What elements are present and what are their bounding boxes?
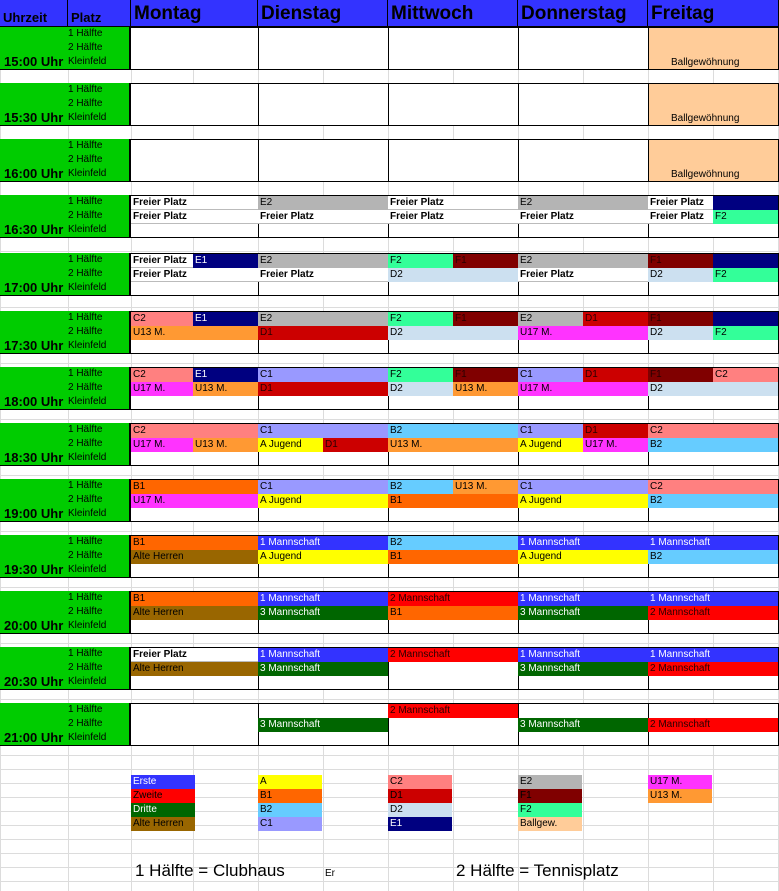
platz-label: Kleinfeld [68, 452, 107, 463]
day-divider [258, 27, 259, 70]
schedule-cell[interactable]: C1 [258, 368, 388, 382]
schedule-cell[interactable]: Freier Platz [518, 268, 648, 282]
legend-swatch-e2: E2 [518, 775, 582, 789]
schedule-cell[interactable]: E2 [518, 196, 648, 210]
schedule-cell[interactable]: C2 [713, 368, 778, 382]
platz-label: Kleinfeld [68, 396, 107, 407]
platz-label: Kleinfeld [68, 168, 107, 179]
ballgewoehnung-cell[interactable] [648, 139, 779, 182]
legend-swatch-b2: B2 [258, 803, 322, 817]
schedule-cell[interactable]: Freier Platz [648, 196, 713, 210]
time-slot-1800 [0, 367, 130, 410]
time-label: 17:00 Uhr [4, 280, 64, 295]
schedule-cell[interactable]: U13 M. [193, 438, 258, 452]
day-label: Dienstag [261, 3, 342, 24]
header-day-mittwoch [388, 0, 518, 27]
schedule-cell[interactable]: C2 [648, 424, 778, 438]
schedule-cell[interactable]: Freier Platz [258, 210, 388, 224]
legend-swatch-f2: F2 [518, 803, 582, 817]
day-divider [258, 139, 259, 182]
platz-label: 1 Hälfte [68, 140, 103, 151]
header-day-donnerstag [518, 0, 648, 27]
platz-label: 2 Hälfte [68, 494, 103, 505]
grid-line [0, 643, 779, 644]
footer-small-note: Er [325, 868, 335, 879]
platz-label: 2 Hälfte [68, 606, 103, 617]
schedule-cell[interactable]: 1 Mannschaft [518, 536, 648, 550]
schedule-cell[interactable]: Freier Platz [131, 196, 258, 210]
schedule-cell[interactable]: C1 [518, 480, 648, 494]
schedule-cell[interactable]: 1 Mannschaft [258, 536, 388, 550]
schedule-cell[interactable]: 3 Mannschaft [258, 662, 388, 676]
schedule-cell[interactable]: B1 [388, 494, 518, 508]
schedule-cell[interactable]: F1 [648, 312, 713, 326]
schedule-cell[interactable]: B2 [648, 494, 778, 508]
platz-label: 2 Hälfte [68, 98, 103, 109]
schedule-cell[interactable]: B1 [131, 480, 258, 494]
schedule-cell[interactable]: 3 Mannschaft [518, 662, 648, 676]
schedule-cell[interactable]: U17 M. [131, 438, 193, 452]
platz-label: 1 Hälfte [68, 480, 103, 491]
time-label: 15:30 Uhr [4, 110, 64, 125]
schedule-cell[interactable]: A Jugend [258, 550, 388, 564]
day-divider [388, 83, 389, 126]
platz-label: 2 Hälfte [68, 382, 103, 393]
schedule-cell[interactable]: A Jugend [258, 494, 388, 508]
schedule-cell[interactable]: D1 [258, 382, 388, 396]
grid-line [0, 839, 779, 840]
platz-label: Kleinfeld [68, 564, 107, 575]
platz-label: 1 Hälfte [68, 196, 103, 207]
schedule-cell[interactable]: 3 Mannschaft [258, 718, 388, 732]
schedule-cell[interactable]: 2 Mannschaft [648, 606, 778, 620]
grid-line [0, 475, 779, 476]
platz-label: 2 Hälfte [68, 550, 103, 561]
grid-line [0, 251, 779, 252]
legend-swatch-alte-herren: Alte Herren [131, 817, 195, 831]
ballgewoehnung-cell[interactable] [648, 83, 779, 126]
platz-label: 1 Hälfte [68, 368, 103, 379]
schedule-cell[interactable]: C2 [131, 312, 193, 326]
schedule-cell[interactable]: E2 [258, 196, 388, 210]
schedule-cell[interactable]: F2 [713, 210, 778, 224]
schedule-cell[interactable]: C1 [518, 424, 583, 438]
platz-label: 1 Hälfte [68, 84, 103, 95]
schedule-cell[interactable]: 2 Mannschaft [648, 718, 778, 732]
platz-label: Kleinfeld [68, 732, 107, 743]
grid-line [0, 419, 779, 420]
time-slot-2100 [0, 703, 130, 746]
platz-label: Kleinfeld [68, 508, 107, 519]
schedule-cell[interactable]: U13 M. [453, 480, 518, 494]
schedule-cell[interactable]: D2 [388, 268, 518, 282]
platz-label: Kleinfeld [68, 224, 107, 235]
schedule-cell[interactable]: 2 Mannschaft [388, 592, 518, 606]
schedule-cell[interactable]: C2 [648, 480, 778, 494]
schedule-cell[interactable]: E2 [518, 312, 583, 326]
header-day-freitag [648, 0, 779, 27]
schedule-cell[interactable]: Freier Platz [648, 210, 713, 224]
schedule-cell[interactable]: U13 M. [453, 382, 518, 396]
schedule-cell[interactable]: D2 [388, 326, 518, 340]
schedule-cell[interactable]: 3 Mannschaft [518, 606, 648, 620]
schedule-cell[interactable]: Freier Platz [388, 210, 518, 224]
day-divider [518, 27, 519, 70]
schedule-cell[interactable]: 1 Mannschaft [648, 648, 778, 662]
schedule-cell[interactable]: 1 Mannschaft [648, 592, 778, 606]
legend-swatch-b1: B1 [258, 789, 322, 803]
schedule-cell[interactable]: F1 [453, 254, 518, 268]
schedule-cell[interactable]: 3 Mannschaft [258, 606, 388, 620]
platz-label: 1 Hälfte [68, 424, 103, 435]
schedule-cell[interactable]: C1 [518, 368, 583, 382]
schedule-cell[interactable]: F1 [648, 368, 713, 382]
day-divider [518, 139, 519, 182]
platz-label: 1 Hälfte [68, 312, 103, 323]
platz-label: 2 Hälfte [68, 268, 103, 279]
schedule-cell[interactable]: F2 [388, 254, 453, 268]
time-label: 20:30 Uhr [4, 674, 64, 689]
legend-swatch-a: A [258, 775, 322, 789]
platz-label: 1 Hälfte [68, 592, 103, 603]
day-divider [258, 83, 259, 126]
schedule-cell[interactable]: F2 [388, 368, 453, 382]
grid-line [0, 699, 779, 700]
ballgewoehnung-label: Ballgewöhnung [671, 169, 740, 180]
day-label: Montag [134, 3, 202, 24]
header-day-dienstag [258, 0, 388, 27]
schedule-cell[interactable]: F1 [453, 368, 518, 382]
schedule-cell[interactable]: C1 [258, 424, 388, 438]
grid-line [0, 881, 779, 882]
schedule-cell[interactable]: D2 [648, 382, 778, 396]
legend-swatch-f1: F1 [518, 789, 582, 803]
schedule-cell[interactable]: C1 [258, 480, 388, 494]
schedule-cell[interactable] [713, 254, 778, 268]
schedule-cell[interactable]: Freier Platz [518, 210, 648, 224]
schedule-cell[interactable]: 1 Mannschaft [258, 592, 388, 606]
time-slot-1530 [0, 83, 130, 126]
grid-line [0, 755, 779, 756]
schedule-cell[interactable]: B2 [388, 480, 453, 494]
platz-label: Kleinfeld [68, 340, 107, 351]
ballgewoehnung-cell[interactable] [648, 27, 779, 70]
header-platz-label: Platz [71, 10, 102, 25]
schedule-cell[interactable]: E1 [193, 312, 258, 326]
schedule-cell[interactable]: U17 M. [518, 326, 648, 340]
schedule-cell[interactable]: E1 [193, 368, 258, 382]
schedule-cell[interactable]: B1 [131, 592, 258, 606]
schedule-cell[interactable]: F2 [388, 312, 453, 326]
platz-label: 2 Hälfte [68, 210, 103, 221]
schedule-cell[interactable]: E2 [518, 254, 648, 268]
schedule-cell[interactable]: U17 M. [131, 494, 258, 508]
schedule-cell[interactable]: F2 [713, 268, 778, 282]
schedule-cell[interactable]: D1 [323, 438, 388, 452]
legend-swatch-u13-m-: U13 M. [648, 789, 712, 803]
schedule-cell[interactable]: 1 Mannschaft [518, 648, 648, 662]
ballgewoehnung-label: Ballgewöhnung [671, 113, 740, 124]
schedule-cell[interactable]: Freier Platz [131, 648, 258, 662]
platz-label: 1 Hälfte [68, 536, 103, 547]
schedule-cell[interactable]: Freier Platz [388, 196, 518, 210]
platz-label: 1 Hälfte [68, 254, 103, 265]
time-slot-1900 [0, 479, 130, 522]
footer-tennisplatz-note: 2 Hälfte = Tennisplatz [456, 861, 619, 880]
grid-line [0, 587, 779, 588]
time-slot-1500 [0, 27, 130, 70]
platz-label: 1 Hälfte [68, 648, 103, 659]
time-label: 18:00 Uhr [4, 394, 64, 409]
schedule-cell[interactable]: D2 [648, 268, 713, 282]
platz-label: 2 Hälfte [68, 438, 103, 449]
day-label: Freitag [651, 3, 715, 24]
header-uhrzeit [0, 0, 68, 27]
grid-line [0, 307, 779, 308]
schedule-cell[interactable]: B1 [388, 606, 518, 620]
schedule-cell[interactable]: F1 [648, 254, 713, 268]
legend-swatch-erste: Erste [131, 775, 195, 789]
schedule-cell[interactable]: U17 M. [583, 438, 648, 452]
schedule-cell[interactable]: D1 [258, 326, 388, 340]
platz-label: 2 Hälfte [68, 718, 103, 729]
schedule-cell[interactable]: D2 [388, 382, 453, 396]
time-label: 19:30 Uhr [4, 562, 64, 577]
platz-label: 2 Hälfte [68, 42, 103, 53]
legend-swatch-c1: C1 [258, 817, 322, 831]
schedule-cell[interactable]: B2 [648, 438, 778, 452]
schedule-cell[interactable]: 2 Mannschaft [388, 704, 518, 718]
grid-line [0, 363, 779, 364]
schedule-cell[interactable] [713, 312, 778, 326]
legend-swatch-dritte: Dritte [131, 803, 195, 817]
schedule-cell[interactable]: B2 [388, 424, 518, 438]
header-platz [68, 0, 131, 27]
platz-label: Kleinfeld [68, 56, 107, 67]
schedule-cell[interactable]: D1 [583, 424, 648, 438]
platz-label: 2 Hälfte [68, 662, 103, 673]
schedule-cell[interactable]: C2 [131, 424, 258, 438]
schedule-cell[interactable]: D1 [583, 368, 648, 382]
platz-label: Kleinfeld [68, 282, 107, 293]
platz-label: Kleinfeld [68, 620, 107, 631]
legend-swatch-zweite: Zweite [131, 789, 195, 803]
schedule-cell[interactable]: Freier Platz [131, 254, 193, 268]
schedule-cell[interactable]: E2 [258, 254, 388, 268]
grid-line [0, 531, 779, 532]
schedule-cell[interactable]: U13 M. [193, 382, 258, 396]
schedule-cell[interactable]: U13 M. [131, 326, 258, 340]
schedule-cell[interactable]: Alte Herren [131, 550, 258, 564]
day-label: Mittwoch [391, 3, 474, 24]
platz-label: 2 Hälfte [68, 326, 103, 337]
time-label: 16:30 Uhr [4, 222, 64, 237]
platz-label: 2 Hälfte [68, 154, 103, 165]
time-slot-2000 [0, 591, 130, 634]
legend-swatch-d1: D1 [388, 789, 452, 803]
schedule-cell[interactable]: A Jugend [518, 438, 583, 452]
time-slot-2030 [0, 647, 130, 690]
schedule-cell[interactable]: E1 [193, 254, 258, 268]
legend-swatch-e1: E1 [388, 817, 452, 831]
schedule-cell[interactable]: A Jugend [258, 438, 323, 452]
time-label: 16:00 Uhr [4, 166, 64, 181]
time-slot-1830 [0, 423, 130, 466]
schedule-cell[interactable]: 1 Mannschaft [518, 592, 648, 606]
time-label: 17:30 Uhr [4, 338, 64, 353]
schedule-cell[interactable]: F1 [453, 312, 518, 326]
grid-line [0, 769, 779, 770]
time-slot-1930 [0, 535, 130, 578]
schedule-cell[interactable]: U17 M. [518, 382, 648, 396]
schedule-cell[interactable]: F2 [713, 326, 778, 340]
platz-label: 1 Hälfte [68, 704, 103, 715]
header-uhrzeit-label: Uhrzeit [3, 10, 48, 25]
header-day-montag [131, 0, 258, 27]
time-slot-1630 [0, 195, 130, 238]
schedule-cell[interactable]: U13 M. [388, 438, 518, 452]
grid-line [0, 853, 779, 854]
schedule-cell[interactable]: 2 Mannschaft [648, 662, 778, 676]
schedule-cell[interactable]: E2 [258, 312, 388, 326]
schedule-cell[interactable]: D2 [648, 326, 713, 340]
ballgewoehnung-label: Ballgewöhnung [671, 57, 740, 68]
time-label: 15:00 Uhr [4, 54, 64, 69]
schedule-cell[interactable]: 2 Mannschaft [388, 648, 518, 662]
schedule-cell[interactable]: B1 [131, 536, 258, 550]
schedule-cell[interactable]: 1 Mannschaft [648, 536, 778, 550]
time-slot-1600 [0, 139, 130, 182]
schedule-cell[interactable]: Alte Herren [131, 606, 258, 620]
schedule-cell[interactable]: C2 [131, 368, 193, 382]
schedule-cell[interactable]: A Jugend [518, 494, 648, 508]
time-slot-1730 [0, 311, 130, 354]
day-label: Donnerstag [521, 3, 627, 24]
platz-label: Kleinfeld [68, 676, 107, 687]
schedule-cell[interactable]: Alte Herren [131, 662, 258, 676]
schedule-cell[interactable]: A Jugend [518, 550, 648, 564]
legend-swatch-ballgew-: Ballgew. [518, 817, 582, 831]
time-label: 20:00 Uhr [4, 618, 64, 633]
schedule-cell[interactable]: D1 [583, 312, 648, 326]
legend-swatch-u17-m-: U17 M. [648, 775, 712, 789]
schedule-cell[interactable]: 3 Mannschaft [518, 718, 648, 732]
day-divider [388, 27, 389, 70]
schedule-cell[interactable]: 1 Mannschaft [258, 648, 388, 662]
schedule-cell[interactable]: U17 M. [131, 382, 193, 396]
platz-label: Kleinfeld [68, 112, 107, 123]
day-divider [518, 83, 519, 126]
footer-clubhaus-note: 1 Hälfte = Clubhaus [135, 861, 285, 880]
time-label: 21:00 Uhr [4, 730, 64, 745]
schedule-cell[interactable]: Freier Platz [131, 268, 258, 282]
schedule-cell[interactable] [713, 196, 778, 210]
grid-line [0, 867, 779, 868]
time-label: 18:30 Uhr [4, 450, 64, 465]
time-slot-1700 [0, 253, 130, 296]
legend-swatch-d2: D2 [388, 803, 452, 817]
schedule-cell[interactable]: B1 [388, 550, 518, 564]
schedule-cell[interactable]: B2 [388, 536, 518, 550]
day-divider [388, 139, 389, 182]
schedule-cell[interactable]: Freier Platz [258, 268, 388, 282]
platz-label: 1 Hälfte [68, 28, 103, 39]
legend-swatch-c2: C2 [388, 775, 452, 789]
schedule-cell[interactable]: Freier Platz [131, 210, 258, 224]
time-label: 19:00 Uhr [4, 506, 64, 521]
schedule-cell[interactable]: B2 [648, 550, 778, 564]
